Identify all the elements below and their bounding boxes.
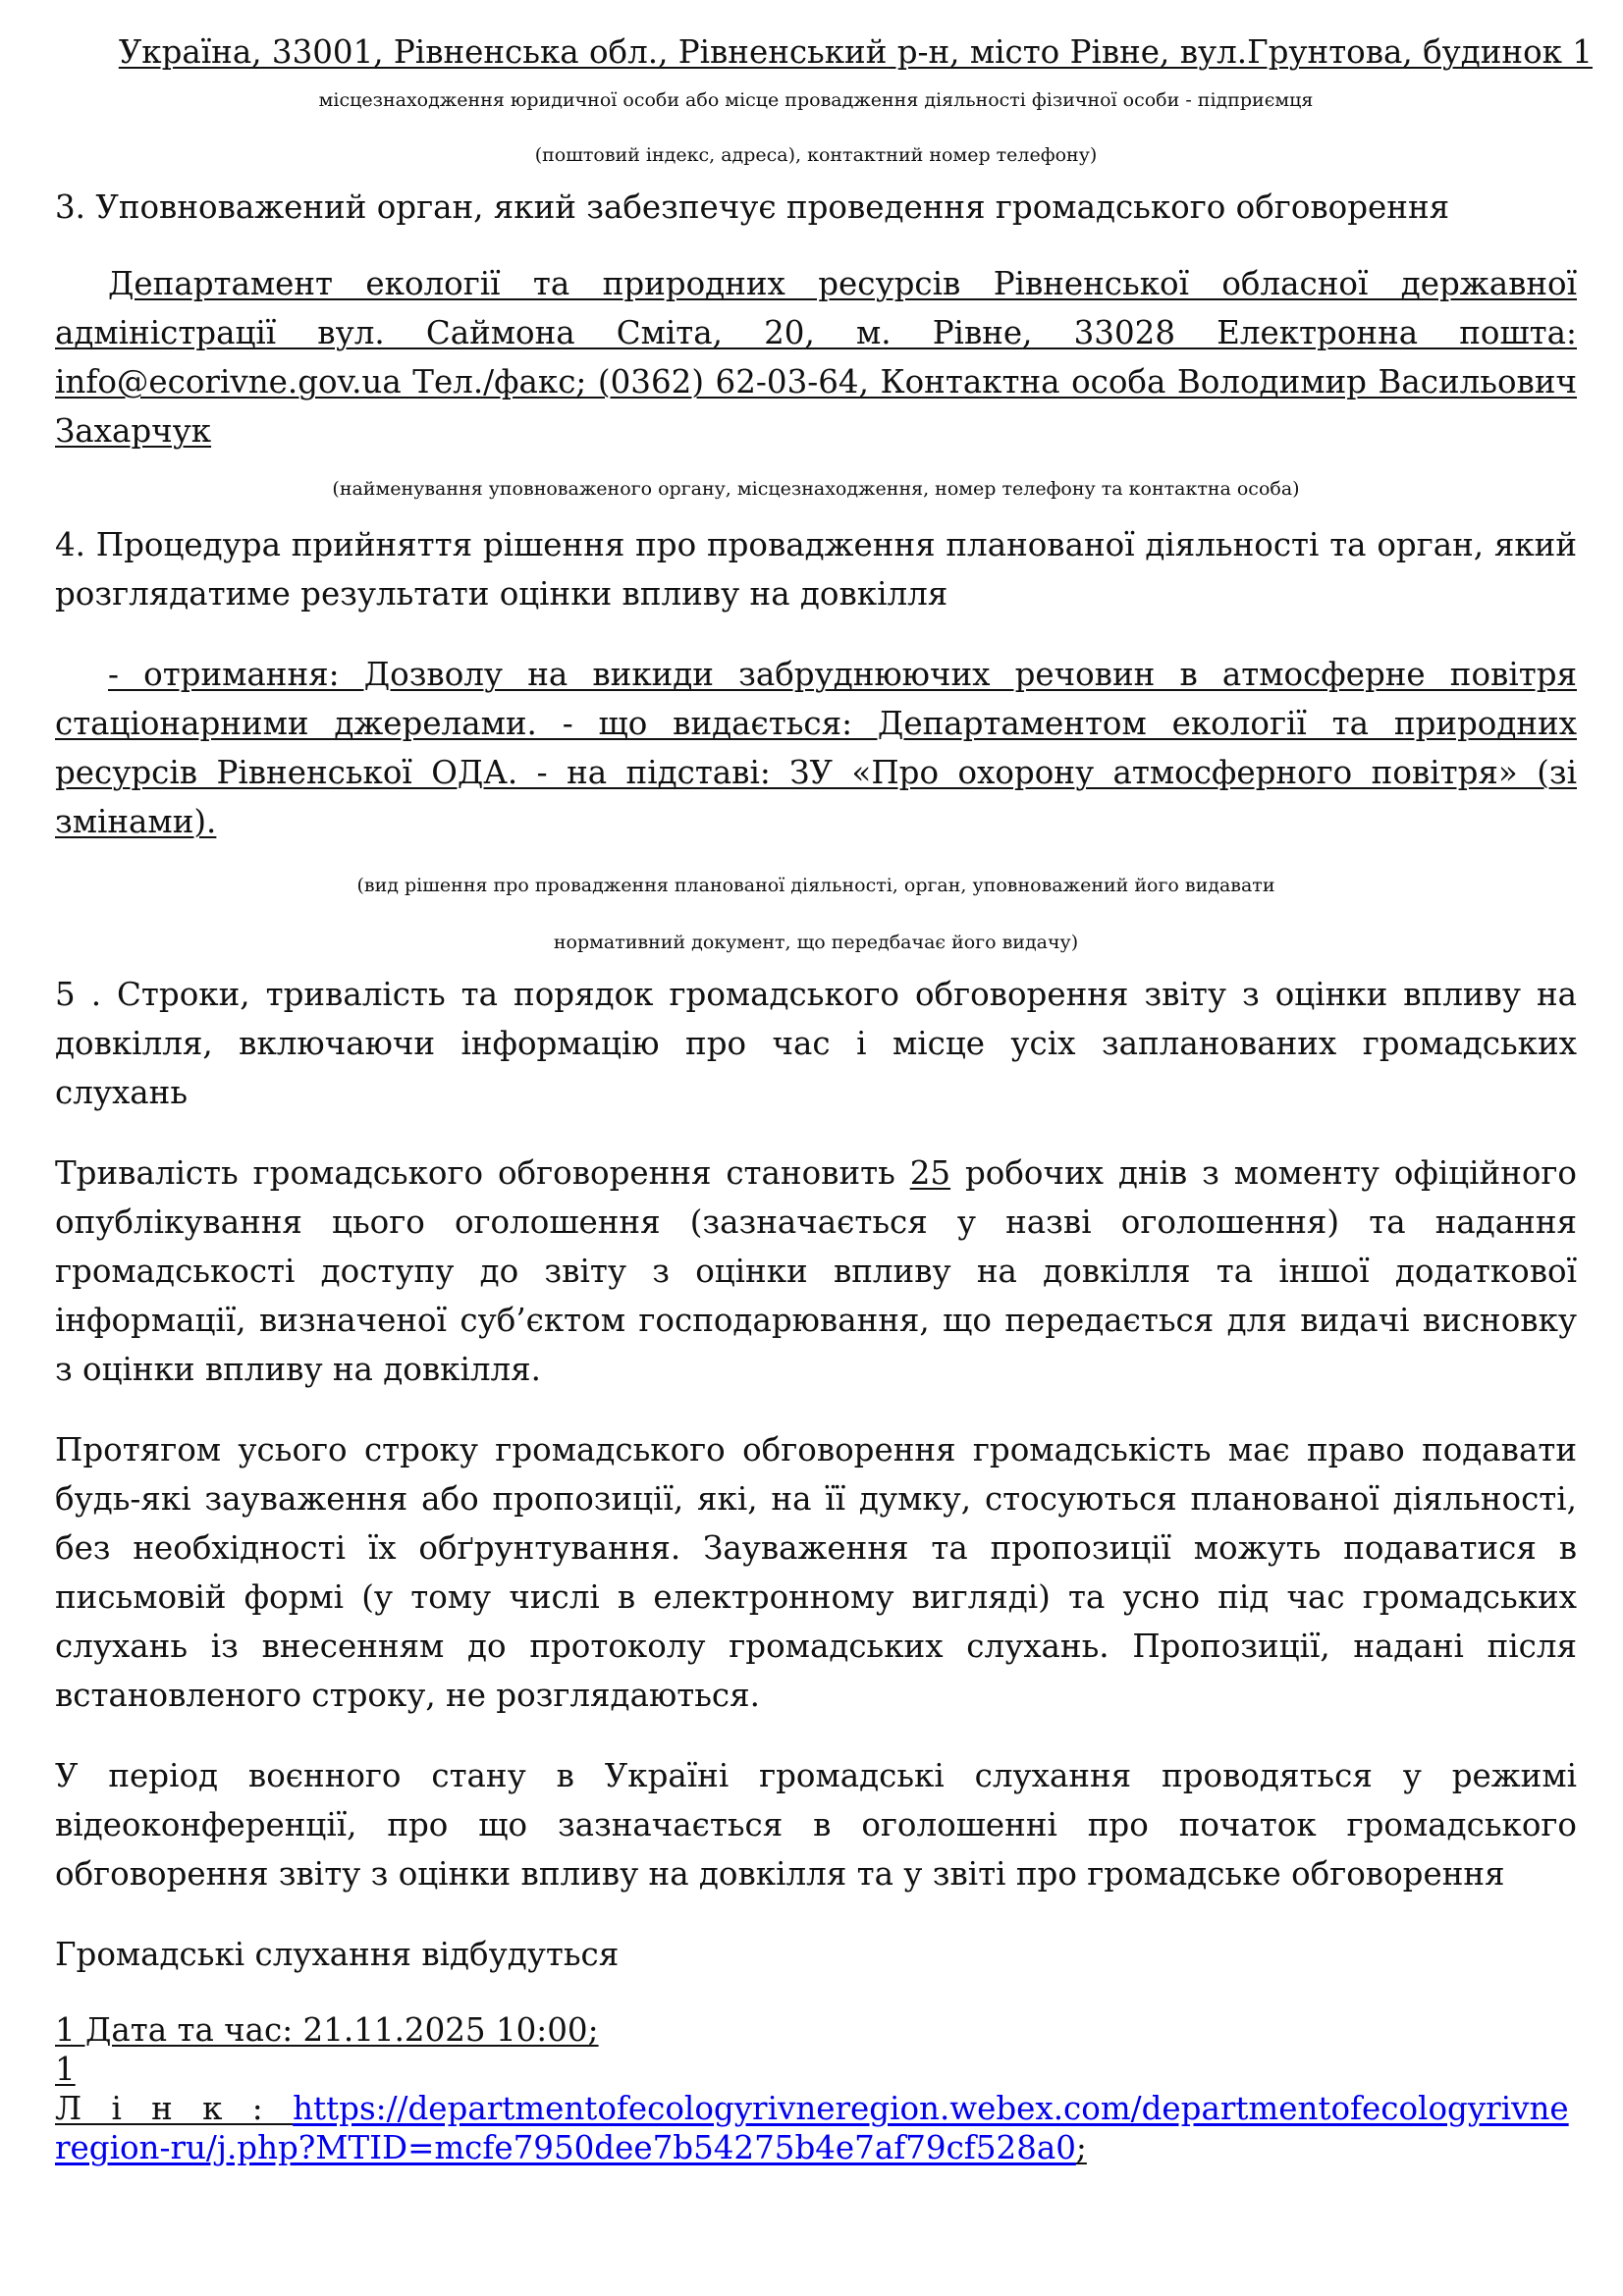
- remarks-paragraph: Протягом усього строку громадського обговорення громадськість має право подавати будь-які зауваження або пропозиції, які, на її думку, стосуються планованої діяльності, без необхідності їх обґрунтування. Зауваження та пропозиції можуть подаватися в письмовій формі (у тому числі в електронному вигляді) та усно під час громадських слухань із внесенням до протоколу громадських слухань. Пропозиції, надані після встановленого строку, не розглядаються.: [55, 1431, 1577, 1714]
- martial-law-paragraph: У період воєнного стану в Україні громадські слухання проводяться у режимі відеоконференції, про що зазначається в оголошенні про початок громадського обговорення звіту з оцінки впливу на довкілля та у звіті про громадське обговорення: [55, 1757, 1577, 1893]
- section-3-body-wrap: [55, 259, 1577, 455]
- hearings-intro: Громадські слухання відбудуться: [55, 1936, 620, 1973]
- section-3-heading: 3. Уповноважений орган, який забезпечує проведення громадського обговорення: [55, 188, 1450, 226]
- address-caption-1: місцезнаходження юридичної особи або місце провадження діяльності фізичної особи - підприємця: [318, 89, 1314, 111]
- duration-days: 25: [909, 1154, 951, 1192]
- duration-paragraph: [55, 1148, 1577, 1394]
- section-4-body-wrap: [55, 650, 1577, 846]
- hearing-link-end: ;: [1075, 2129, 1087, 2166]
- section-3-caption: (найменування уповноваженого органу, місцезнаходження, номер телефону та контактна особа): [332, 478, 1300, 500]
- duration-suffix: робочих днів з моменту офіційного опублікування цього оголошення (зазначається у назві оголошення) та надання громадськості доступу до звіту з оцінки впливу на довкілля та іншої додаткової інформації, визначеної суб’єктом господарювання, що передається для видачі висновку з оцінки впливу на довкілля.: [55, 1154, 1577, 1388]
- hearing-link[interactable]: https://departmentofecologyrivneregion.webex.com/departmentofecologyrivneregion-ru/j.php?MTID=mcfe7950dee7b54275b4e7af79cf528a0: [55, 2090, 1569, 2166]
- hearing-number: 1: [55, 2051, 76, 2088]
- hearing-date-time: 1 Дата та час: 21.11.2025 10:00;: [55, 2011, 599, 2049]
- section-4-heading: 4. Процедура прийняття рішення про провадження планованої діяльності та орган, який розглядатиме результати оцінки впливу на довкілля: [55, 526, 1577, 613]
- duration-prefix: Тривалість громадського обговорення становить: [55, 1154, 910, 1192]
- section-5-heading: 5 . Строки, тривалість та порядок громадського обговорення звіту з оцінки впливу на довкілля, включаючи інформацію про час і місце усіх запланованих громадських слухань: [55, 976, 1577, 1111]
- section-4-caption-2: нормативний документ, що передбачає його видачу): [553, 932, 1079, 953]
- document-page: [55, 27, 1593, 2167]
- hearing-link-line: [55, 2089, 1577, 2167]
- address-caption-2: (поштовий індекс, адреса), контактний номер телефону): [534, 144, 1098, 166]
- hearing-link-label: Л і н к :: [55, 2090, 294, 2127]
- section-3-body: Департамент екології та природних ресурсів Рівненської обласної державної адміністрації вул. Саймона Сміта, 20, м. Рівне, 33028 Електронна пошта: info@ecorivne.gov.ua Тел./факс; (0362) 62-03-64, Контактна особа Володимир Васильович Захарчук: [55, 265, 1577, 450]
- section-4-caption-1: (вид рішення про провадження планованої діяльності, орган, уповноважений його видавати: [356, 875, 1275, 896]
- section-4-body: - отримання: Дозволу на викиди забруднюючих речовин в атмосферне повітря стаціонарними джерелами. - що видається: Департаментом екології та природних ресурсів Рівненської ОДА. - на підставі: ЗУ «Про охорону атмосферного повітря» (зі змінами).: [55, 656, 1577, 840]
- address-line: Україна, 33001, Рівненська обл., Рівненський р-н, місто Рівне, вул.Грунтова, будинок 1: [118, 33, 1593, 71]
